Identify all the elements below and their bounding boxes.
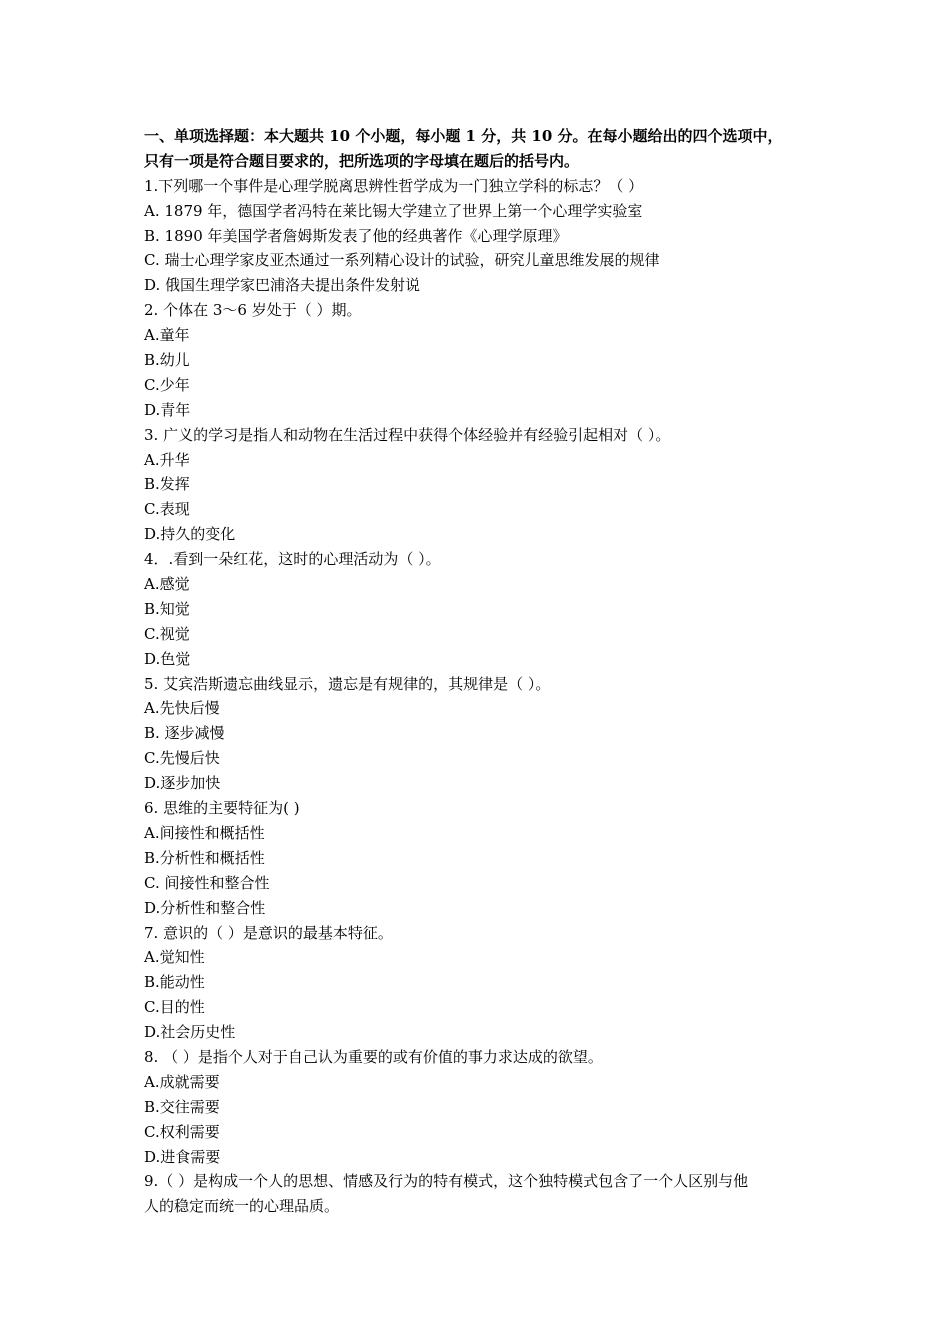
document-page (144, 124, 814, 1219)
option-d: D.社会历史性 (144, 1023, 236, 1042)
option-c: C. 瑞士心理学家皮亚杰通过一系列精心设计的试验，研究儿童思维发展的规律 (144, 251, 660, 270)
option-b: B.知觉 (144, 599, 190, 618)
option-b: B. 逐步减慢 (144, 724, 225, 743)
option-a: A.感觉 (144, 575, 190, 594)
question-stem: 1.下列哪一个事件是心理学脱离思辨性哲学成为一门独立学科的标志？（ ） (144, 176, 644, 195)
question-stem: 3. 广义的学习是指人和动物在生活过程中获得个体经验并有经验引起相对（ ）。 (144, 425, 671, 444)
question-stem-line-2: 人的稳定而统一的心理品质。 (144, 1197, 340, 1216)
option-d: D. 俄国生理学家巴浦洛夫提出条件发射说 (144, 276, 421, 295)
option-b: B. 1890 年美国学者詹姆斯发表了他的经典著作《心理学原理》 (144, 226, 568, 245)
option-c: C.先慢后快 (144, 749, 220, 768)
question-stem: 5. 艾宾浩斯遗忘曲线显示，遗忘是有规律的，其规律是（ ）。 (144, 674, 551, 693)
option-a: A.升华 (144, 450, 190, 469)
question-2 (144, 298, 814, 422)
question-5 (144, 672, 814, 796)
question-3 (144, 423, 814, 547)
option-a: A.间接性和概括性 (144, 823, 265, 842)
question-4 (144, 547, 814, 671)
question-stem: 4．.看到一朵红花，这时的心理活动为（ ）。 (144, 550, 441, 569)
question-stem-line-1: 9.（ ）是构成一个人的思想、情感及行为的特有模式，这个独特模式包含了一个人区别与他 (144, 1172, 749, 1191)
option-c: C.权利需要 (144, 1122, 220, 1141)
section-heading-line-1: 一、单项选择题：本大题共 10 个小题，每小题 1 分，共 10 分。在每小题给出的四个选项中， (144, 127, 783, 145)
question-stem: 7. 意识的（ ）是意识的最基本特征。 (144, 923, 393, 942)
option-b: B.能动性 (144, 973, 205, 992)
question-8 (144, 1045, 814, 1169)
option-a: A.成就需要 (144, 1072, 220, 1091)
option-d: D.逐步加快 (144, 774, 221, 793)
question-1 (144, 174, 814, 298)
option-b: B.发挥 (144, 475, 190, 494)
option-a: A.先快后慢 (144, 699, 220, 718)
option-a: A.童年 (144, 326, 190, 345)
option-d: D.分析性和整合性 (144, 898, 266, 917)
option-d: D.青年 (144, 400, 191, 419)
question-stem: 6. 思维的主要特征为( ) (144, 799, 300, 818)
option-b: B.交往需要 (144, 1097, 220, 1116)
option-c: C.视觉 (144, 624, 190, 643)
question-7 (144, 921, 814, 1045)
option-c: C. 间接性和整合性 (144, 873, 270, 892)
option-d: D.进食需要 (144, 1147, 221, 1166)
question-6 (144, 796, 814, 920)
question-9 (144, 1169, 814, 1219)
question-stem: 8. （ ）是指个人对于自己认为重要的或有价值的事力求达成的欲望。 (144, 1047, 603, 1066)
option-b: B.分析性和概括性 (144, 848, 265, 867)
option-c: C.少年 (144, 375, 190, 394)
option-d: D.持久的变化 (144, 525, 236, 544)
option-a: A. 1879 年，德国学者冯特在莱比锡大学建立了世界上第一个心理学实验室 (144, 201, 643, 220)
option-c: C.目的性 (144, 998, 205, 1017)
question-stem: 2. 个体在 3～6 岁处于（ ）期。 (144, 301, 362, 320)
option-d: D.色觉 (144, 649, 191, 668)
section-heading-line-2: 只有一项是符合题目要求的，把所选项的字母填在题后的括号内。 (144, 151, 580, 170)
option-a: A.觉知性 (144, 948, 205, 967)
option-c: C.表现 (144, 500, 190, 519)
option-b: B.幼儿 (144, 351, 190, 370)
